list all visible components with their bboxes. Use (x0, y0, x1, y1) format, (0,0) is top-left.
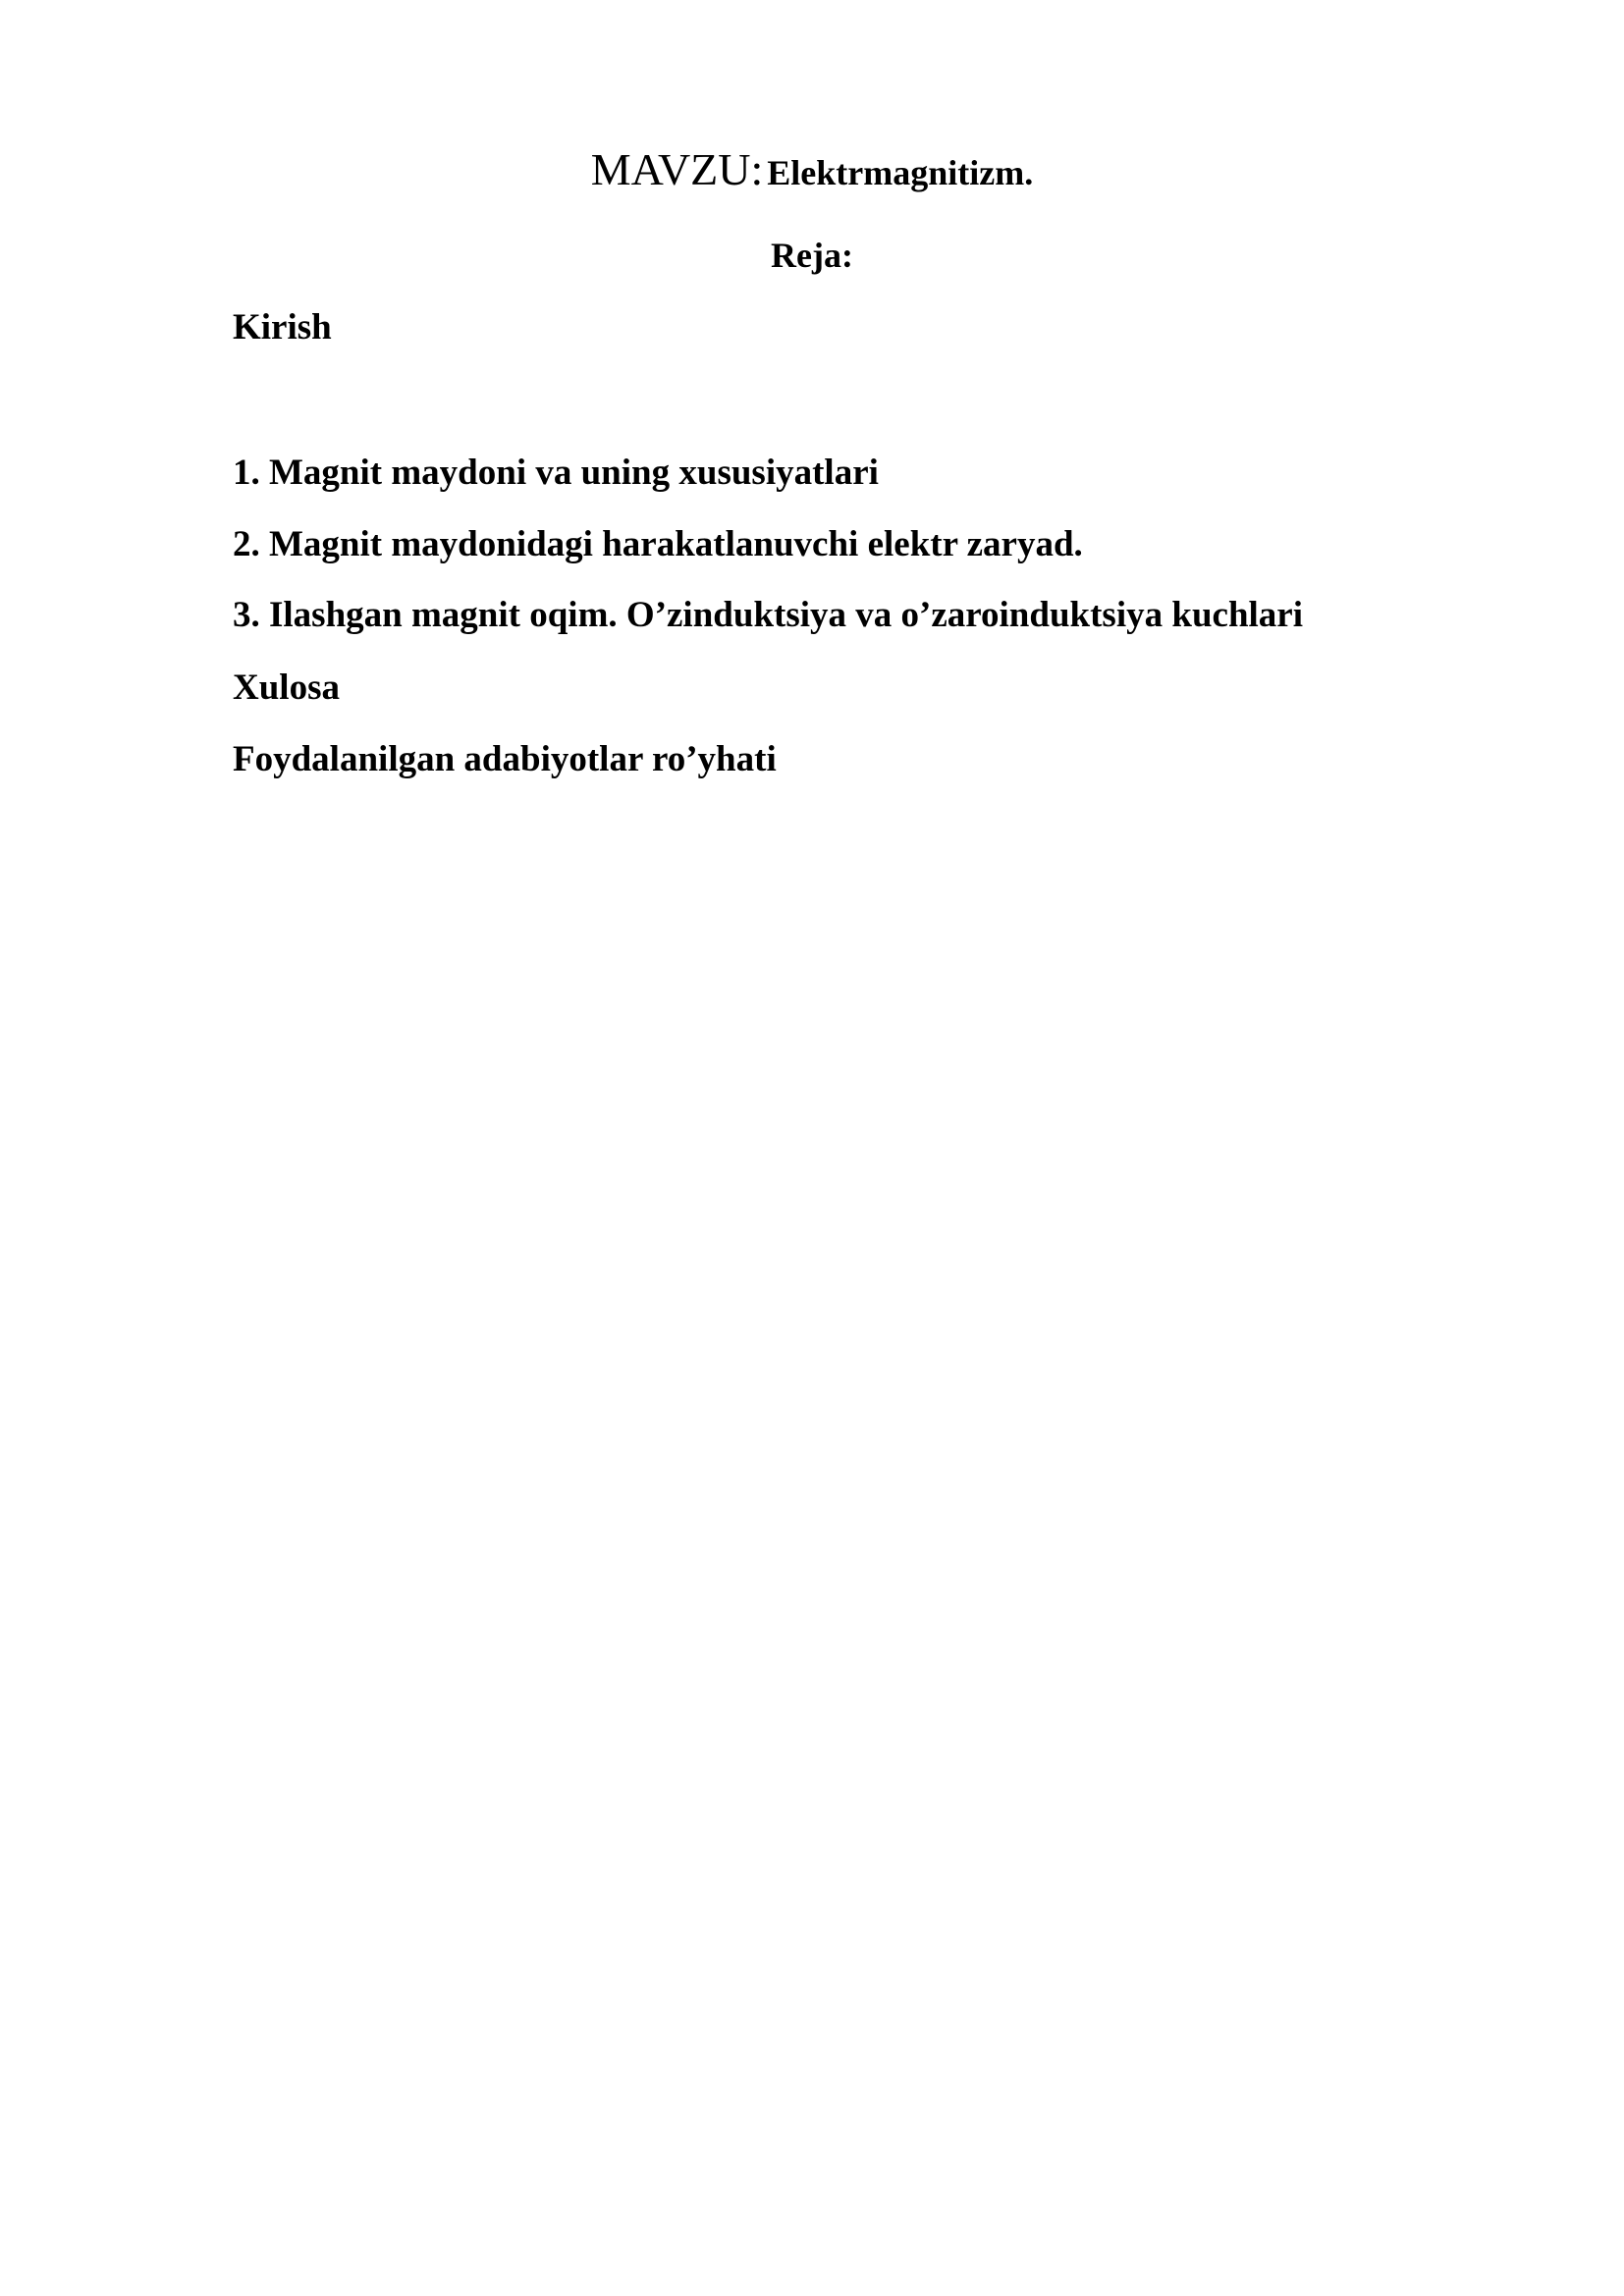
plan-item-1: 1. Magnit maydoni va uning xususiyatlari (233, 453, 879, 493)
plan-item-2: 2. Magnit maydonidagi harakatlanuvchi elektr zaryad. (233, 524, 1083, 564)
conclusion-line: Xulosa (233, 667, 340, 708)
title-label: MAVZU: (590, 144, 764, 194)
plan-item-3: 3. Ilashgan magnit oqim. O’zinduktsiya va o’zaroinduktsiya kuchlari (233, 595, 1304, 635)
title-topic: Elektrmagnitizm. (767, 153, 1034, 192)
document-title (0, 144, 1624, 194)
plan-heading: Reja: (771, 236, 853, 275)
references-line: Foydalanilgan adabiyotlar ro’yhati (233, 739, 777, 779)
intro-line: Kirish (233, 307, 332, 347)
